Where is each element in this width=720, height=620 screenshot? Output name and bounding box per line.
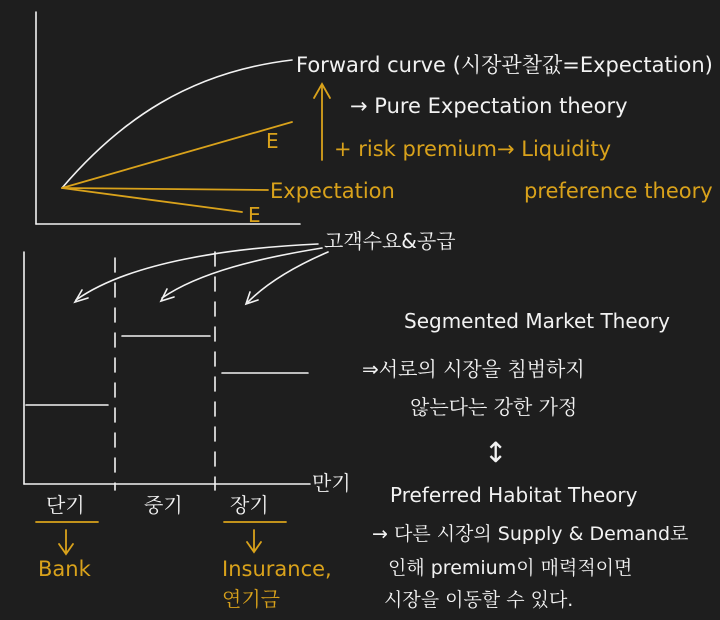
demand-arrow-mid (162, 248, 322, 298)
long-term-label: 장기 (230, 493, 269, 517)
segmented-line2: 않는다는 강한 가정 (410, 395, 578, 419)
expectation-lower-line (62, 188, 242, 212)
preferred-line3: 시장을 이동할 수 있다. (384, 589, 574, 611)
short-term-label: 단기 (46, 493, 85, 517)
segments-chart (24, 229, 456, 611)
bank-label: Bank (38, 557, 91, 581)
preferred-line1: → 다른 시장의 Supply & Demand로 (372, 523, 689, 545)
pension-label: 연기금 (222, 587, 280, 611)
insurance-label: Insurance, (222, 557, 332, 581)
e-lower-label: E (248, 203, 261, 227)
pure-expectation-label: → Pure Expectation theory (350, 94, 628, 118)
theory-notes (362, 309, 688, 611)
expectation-label: Expectation (270, 179, 395, 203)
forward-curve-line (62, 60, 292, 188)
preferred-title: Preferred Habitat Theory (390, 483, 638, 507)
expectation-line (62, 188, 268, 190)
e-upper-label: E (266, 129, 279, 153)
segmented-title: Segmented Market Theory (404, 309, 670, 333)
expectation-upper-line (62, 122, 292, 188)
supply-demand-label: 고객수요&공급 (324, 229, 456, 253)
mid-term-label: 중기 (144, 493, 183, 517)
preferred-line2: 인해 premium이 매력적이면 (388, 557, 633, 579)
risk-premium-label: + risk premium→ Liquidity (334, 137, 612, 161)
demand-arrow-short (76, 244, 318, 300)
segmented-line1: ⇒서로의 시장을 침범하지 (362, 357, 585, 381)
x-axis-label: 만기 (312, 471, 351, 495)
top-chart (36, 12, 713, 227)
forward-curve-label: Forward curve (시장관찰값=Expectation) (296, 53, 713, 77)
liquidity-preference-label: preference theory (524, 179, 713, 203)
updown-arrow: ↕ (484, 436, 508, 469)
